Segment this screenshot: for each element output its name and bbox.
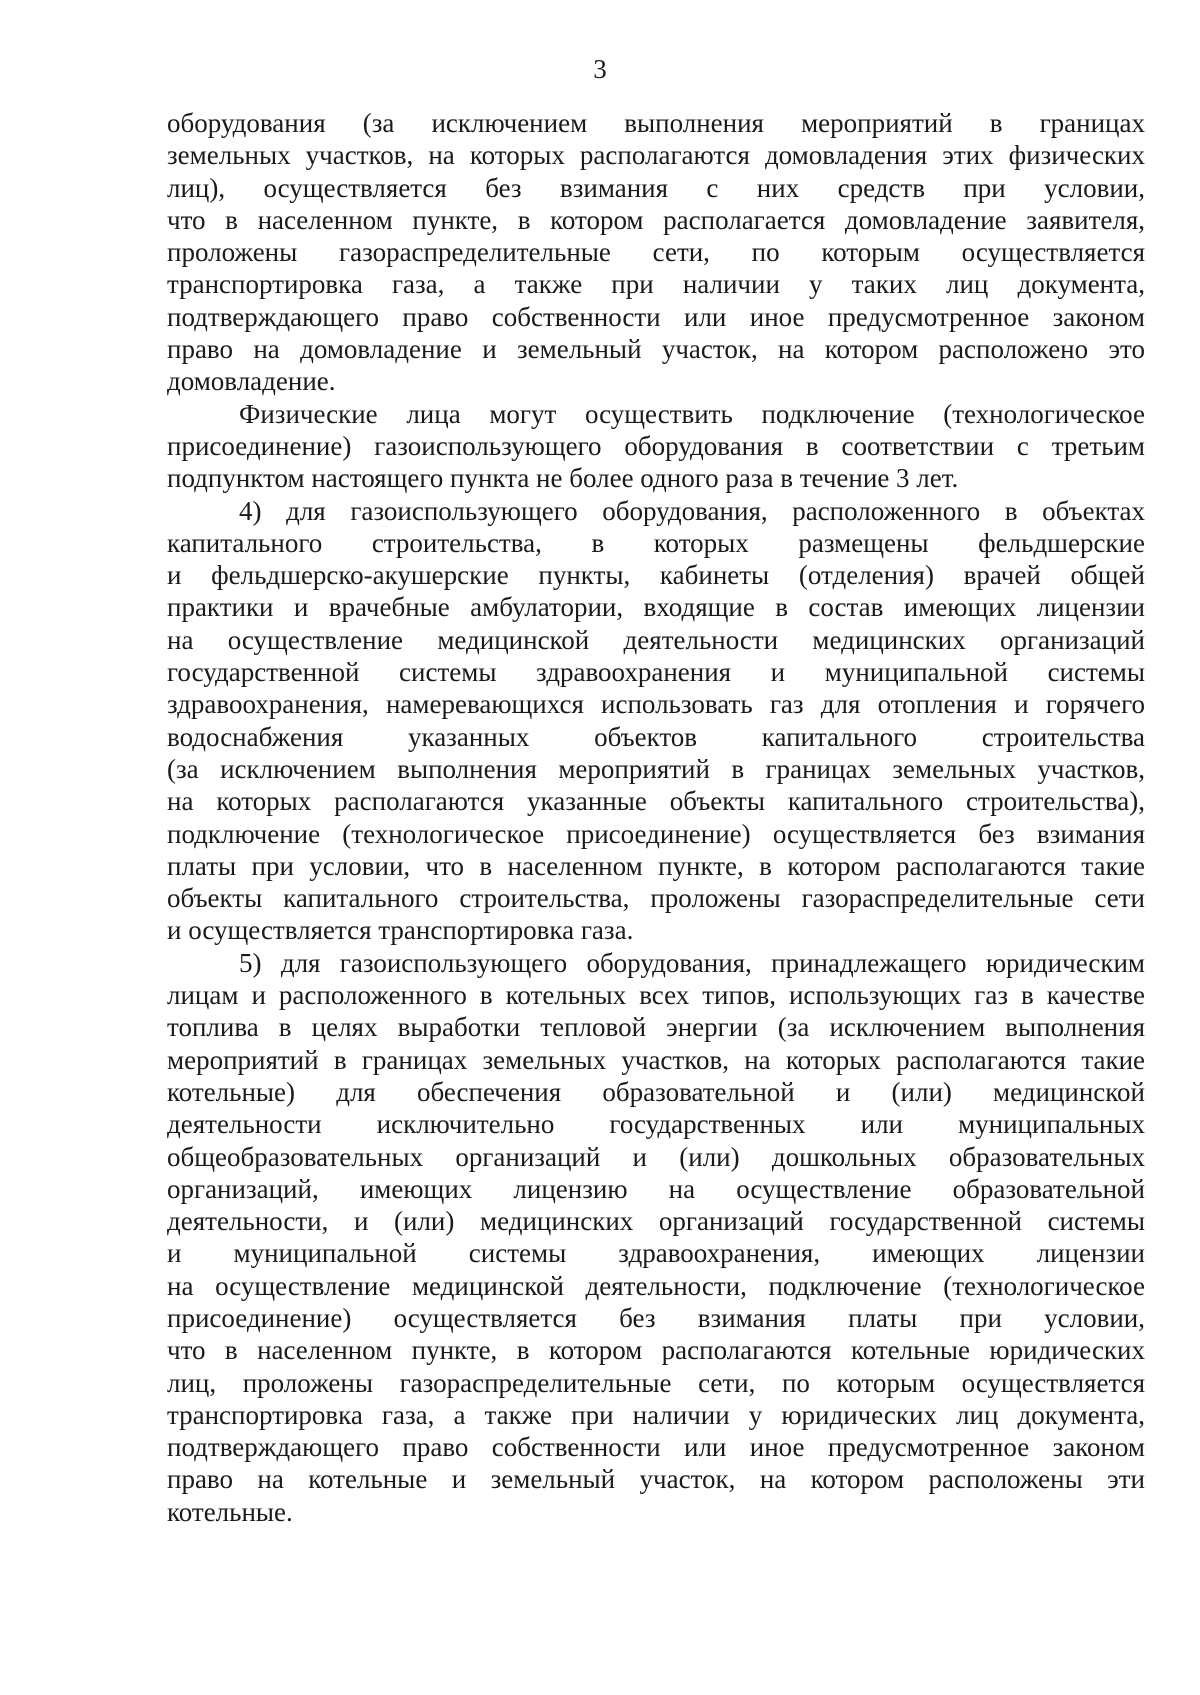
- text-line: подтверждающего право собственности или иное предусмотренное законом: [167, 301, 1145, 332]
- text-line: котельные.: [167, 1496, 293, 1527]
- paragraph: [167, 947, 1145, 1528]
- text-line: объекты капитального строительства, проложены газораспределительные сети: [167, 883, 1145, 914]
- text-line: проложены газораспределительные сети, по которым осуществляется: [167, 237, 1145, 268]
- paragraph: [167, 398, 1145, 495]
- text-line: право на котельные и земельный участок, на котором расположены эти: [167, 1464, 1145, 1495]
- text-line: капитального строительства, в которых размещены фельдшерские: [167, 527, 1145, 558]
- text-line: домовладение.: [167, 366, 336, 397]
- text-line: (за исключением выполнения мероприятий в границах земельных участков,: [167, 753, 1145, 784]
- text-line: и фельдшерско-акушерские пункты, кабинеты (отделения) врачей общей: [167, 560, 1145, 591]
- text-line: государственной системы здравоохранения и муниципальной системы: [167, 657, 1145, 688]
- text-line: здравоохранения, намеревающихся использовать газ для отопления и горячего: [167, 689, 1145, 720]
- text-line: на осуществление медицинской деятельности, подключение (технологическое: [167, 1270, 1145, 1301]
- text-line: деятельности, и (или) медицинских организаций государственной системы: [167, 1206, 1145, 1237]
- text-line: право на домовладение и земельный участок, на котором расположено это: [167, 334, 1145, 365]
- text-line: общеобразовательных организаций и (или) дошкольных образовательных: [167, 1141, 1145, 1172]
- text-line: деятельности исключительно государственных или муниципальных: [167, 1109, 1145, 1140]
- text-line: лиц, проложены газораспределительные сети, по которым осуществляется: [167, 1367, 1145, 1398]
- text-line: что в населенном пункте, в котором располагаются котельные юридических: [167, 1335, 1145, 1366]
- text-line: Физические лица могут осуществить подключение (технологическое: [239, 398, 1145, 429]
- text-line: мероприятий в границах земельных участков, на которых располагаются такие: [167, 1044, 1145, 1075]
- paragraph: [167, 107, 1145, 398]
- text-line: на осуществление медицинской деятельности медицинских организаций: [167, 624, 1145, 655]
- text-line: котельные) для обеспечения образовательной и (или) медицинской: [167, 1076, 1145, 1107]
- text-line: на которых располагаются указанные объекты капитального строительства),: [167, 786, 1145, 817]
- text-line: организаций, имеющих лицензию на осуществление образовательной: [167, 1173, 1145, 1204]
- text-line: присоединение) газоиспользующего оборудования в соответствии с третьим: [167, 430, 1145, 461]
- text-line: практики и врачебные амбулатории, входящие в состав имеющих лицензии: [167, 592, 1145, 623]
- text-line: водоснабжения указанных объектов капитального строительства: [167, 721, 1145, 752]
- text-line: и муниципальной системы здравоохранения, имеющих лицензии: [167, 1238, 1145, 1269]
- text-line: присоединение) осуществляется без взимания платы при условии,: [167, 1302, 1145, 1333]
- text-line: подключение (технологическое присоединение) осуществляется без взимания: [167, 818, 1145, 849]
- text-line: земельных участков, на которых располагаются домовладения этих физических: [167, 140, 1145, 171]
- text-line: лиц), осуществляется без взимания с них средств при условии,: [167, 172, 1145, 203]
- text-line: подтверждающего право собственности или иное предусмотренное законом: [167, 1432, 1145, 1463]
- text-line: подпунктом настоящего пункта не более одного раза в течение 3 лет.: [167, 463, 959, 494]
- text-line: топлива в целях выработки тепловой энергии (за исключением выполнения: [167, 1012, 1145, 1043]
- page-number: 3: [593, 54, 607, 84]
- text-line: транспортировка газа, а также при наличии у юридических лиц документа,: [167, 1399, 1145, 1430]
- text-line: 5) для газоиспользующего оборудования, принадлежащего юридическим: [239, 947, 1145, 978]
- text-line: что в населенном пункте, в котором располагается домовладение заявителя,: [167, 204, 1145, 235]
- document-body: [167, 107, 1145, 1528]
- paragraph: [167, 495, 1145, 947]
- text-line: лицам и расположенного в котельных всех типов, использующих газ в качестве: [167, 980, 1145, 1011]
- text-line: платы при условии, что в населенном пункте, в котором располагаются такие: [167, 850, 1145, 881]
- text-line: 4) для газоиспользующего оборудования, расположенного в объектах: [239, 495, 1145, 526]
- text-line: и осуществляется транспортировка газа.: [167, 915, 634, 946]
- text-line: оборудования (за исключением выполнения мероприятий в границах: [167, 108, 1145, 138]
- text-line: транспортировка газа, а также при наличии у таких лиц документа,: [167, 269, 1145, 300]
